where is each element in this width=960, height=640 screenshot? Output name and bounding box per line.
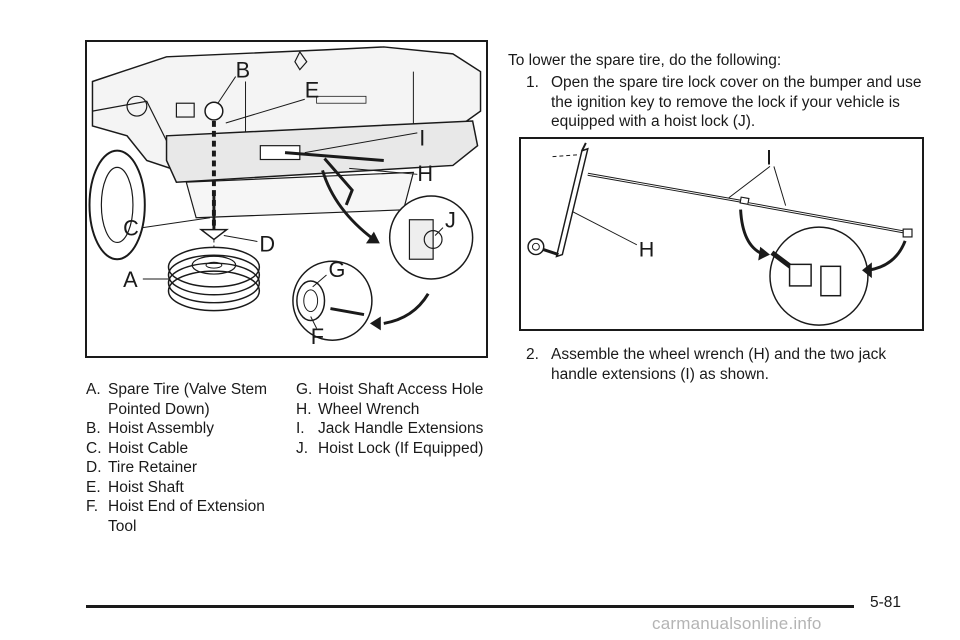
legend-entry-i: I. Jack Handle Extensions	[296, 420, 484, 437]
callout-d: D	[259, 231, 276, 257]
instruction-step-2: 2. Assemble the wheel wrench (H) and the two jack handle extensions (I) as shown.	[526, 346, 887, 383]
callout-i: I	[419, 125, 426, 151]
callout-c: C	[123, 215, 139, 241]
callout-a: A	[123, 266, 138, 292]
figure-spare-tire-hoist	[85, 40, 488, 358]
instructions-intro: To lower the spare tire, do the following:	[508, 52, 782, 69]
legend-entry-a: A. Spare Tire (Valve Stem Pointed Down)	[86, 381, 268, 418]
callout-h: H	[417, 161, 434, 187]
hoist-illustration	[87, 42, 486, 356]
callout-e: E	[304, 77, 320, 103]
legend-entry-e: E. Hoist Shaft	[86, 478, 184, 496]
watermark: carmanualsonline.info	[652, 614, 822, 633]
legend-right-column	[296, 380, 486, 458]
callout-i-extensions: I	[766, 145, 773, 170]
legend-entry-h: H. Wheel Wrench	[296, 400, 420, 418]
legend-entry-g: G. Hoist Shaft Access Hole	[296, 381, 484, 398]
legend-left-column	[86, 380, 291, 536]
wrench-illustration	[521, 139, 922, 329]
legend-entry-b: B. Hoist Assembly	[86, 420, 214, 437]
footer-rule	[86, 605, 854, 608]
callout-b: B	[235, 57, 251, 83]
legend-entry-c: C. Hoist Cable	[86, 439, 189, 457]
callout-h-wrench: H	[638, 237, 655, 262]
legend-entry-j: J. Hoist Lock (If Equipped)	[296, 439, 484, 457]
page-number: 5-81	[870, 594, 902, 611]
figure-wrench-assembly	[519, 137, 924, 331]
legend-entry-f: F. Hoist End of Extension Tool	[86, 498, 265, 535]
callout-g: G	[328, 257, 346, 283]
callout-j: J	[444, 207, 456, 233]
callout-f: F	[310, 324, 324, 350]
legend-entry-d: D. Tire Retainer	[86, 459, 198, 476]
instruction-step-1: 1. Open the spare tire lock cover on the bumper and use the ignition key to remove the lock if your vehicle is equipped with a hoist lock (J).	[526, 74, 922, 130]
